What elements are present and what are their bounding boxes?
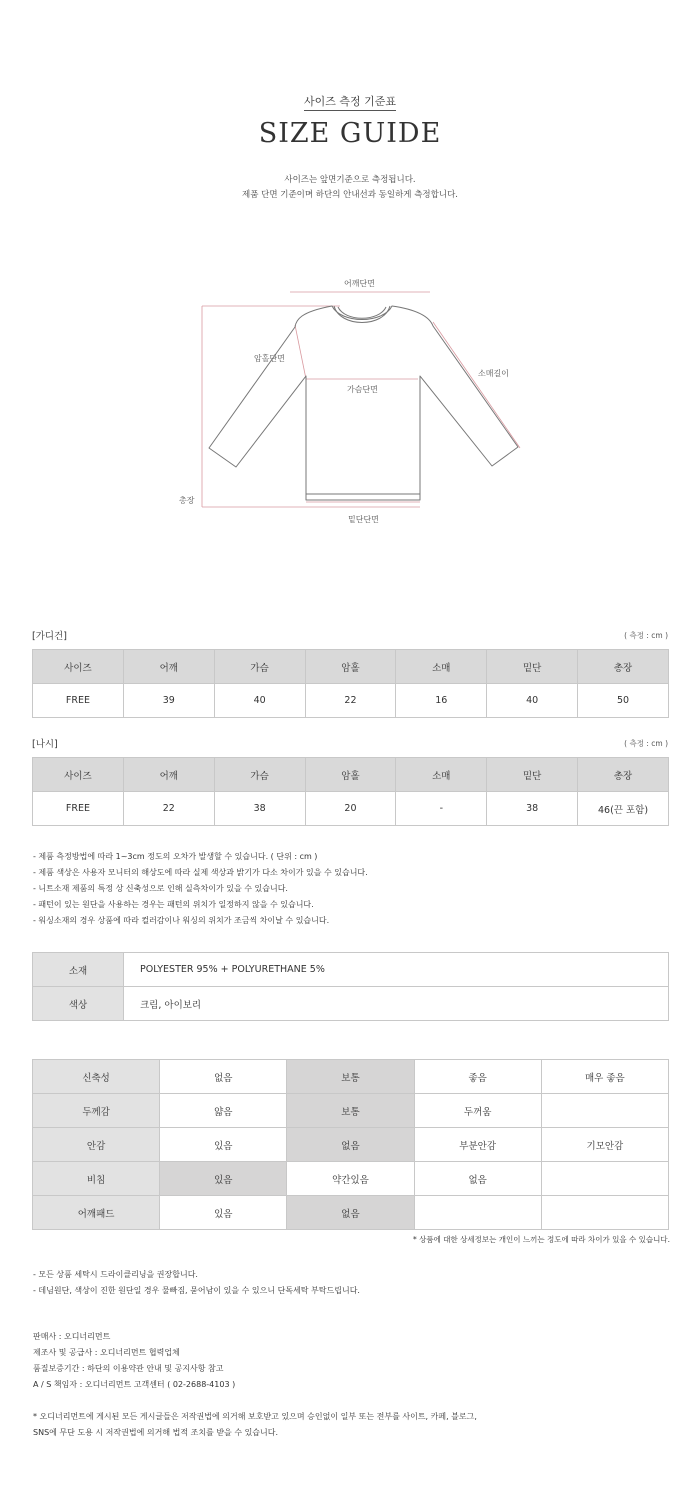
table-row [33,1060,669,1094]
sleeveless-size-table [32,757,669,826]
table-row [33,1196,669,1230]
care-notes [33,1267,360,1299]
feel-cell: 보통 [287,1094,414,1128]
measurement-notes [33,849,368,929]
table-row [33,953,669,987]
table-header-row [33,758,669,792]
warranty-line: 품질보증기간 : 하단의 이용약관 안내 및 공지사항 참고 [33,1364,224,1373]
as-line: A / S 책임자 : 오디너리먼트 고객센터 ( 02-2688-4103 ) [33,1380,236,1389]
feel-cell [414,1196,541,1230]
table-row [33,684,669,718]
copyright-line: SNS에 무단 도용 시 저작권법에 의거해 법적 조치를 받을 수 있습니다. [33,1428,279,1437]
value-cell: 39 [123,684,214,718]
cardigan-unit: ( 측정 : cm ) [624,631,668,640]
feel-cell [541,1094,668,1128]
value-cell: 40 [487,684,578,718]
value-cell: 22 [123,792,214,826]
feel-cell [541,1162,668,1196]
header-cell: 총장 [578,650,669,684]
description-line-1: 사이즈는 앞면기준으로 측정됩니다. [284,175,416,185]
shoulder-label: 어깨단면 [344,279,375,288]
value-cell: 46(끈 포함) [578,792,669,826]
table-row [33,1094,669,1128]
manufacturer-line: 제조사 및 공급사 : 오디너리먼트 협력업체 [33,1348,180,1357]
feel-cell: 두꺼움 [414,1094,541,1128]
header-cell: 사이즈 [33,650,124,684]
copyright-line: * 오디너리먼트에 게시된 모든 게시글들은 저작권법에 의거해 보호받고 있으며 승인없이 일부 또는 전부를 사이트, 카페, 블로그, [33,1412,477,1421]
feel-label: 두께감 [33,1094,160,1128]
feel-footnote: * 상품에 대한 상세정보는 개인이 느끼는 정도에 따라 차이가 있을 수 있습니다. [413,1235,670,1244]
table-row [33,987,669,1021]
feel-cell: 좋음 [414,1060,541,1094]
hem-label: 밑단단면 [348,515,379,524]
feel-cell: 기모안감 [541,1128,668,1162]
feel-cell: 보통 [287,1060,414,1094]
value-cell: 20 [305,792,396,826]
header-cell: 어깨 [123,650,214,684]
length-label: 총장 [179,496,195,505]
material-label: 소재 [33,953,124,987]
feel-cell: 없음 [287,1196,414,1230]
value-cell: 50 [578,684,669,718]
feel-cell: 없음 [414,1162,541,1196]
header-cell: 소매 [396,758,487,792]
color-label: 색상 [33,987,124,1021]
material-value: POLYESTER 95% + POLYURETHANE 5% [124,953,669,987]
color-value: 크림, 아이보리 [124,987,669,1021]
header-cell: 총장 [578,758,669,792]
header-cell: 밑단 [487,758,578,792]
header-cell: 암홀 [305,650,396,684]
table-row [33,1128,669,1162]
care-line: - 데님원단, 색상이 진한 원단일 경우 물빠짐, 묻어남이 있을 수 있으니 단독세탁 부탁드립니다. [33,1286,360,1295]
garment-measurement-diagram [0,270,700,530]
sleeveless-section-label: [나시] [32,739,58,750]
feel-cell: 있음 [160,1162,287,1196]
feel-cell: 있음 [160,1196,287,1230]
header-cell: 암홀 [305,758,396,792]
table-header-row [33,650,669,684]
value-cell: 38 [487,792,578,826]
value-cell: - [396,792,487,826]
feel-cell: 있음 [160,1128,287,1162]
header-cell: 가슴 [214,650,305,684]
value-cell: 16 [396,684,487,718]
cardigan-section-label: [가디건] [32,631,67,642]
seller-info [33,1329,235,1393]
sleeveless-unit: ( 측정 : cm ) [624,739,668,748]
note-line: - 패턴이 있는 원단을 사용하는 경우는 패턴의 위치가 일정하지 않을 수 있습니다. [33,900,314,909]
header-cell: 어깨 [123,758,214,792]
value-cell: FREE [33,684,124,718]
sleeve-label: 소매길이 [478,369,509,378]
table-row [33,1162,669,1196]
header-cell: 소매 [396,650,487,684]
feel-cell [541,1196,668,1230]
value-cell: FREE [33,792,124,826]
feel-cell: 부분안감 [414,1128,541,1162]
value-cell: 22 [305,684,396,718]
feel-cell: 매우 좋음 [541,1060,668,1094]
header-cell: 밑단 [487,650,578,684]
value-cell: 38 [214,792,305,826]
material-table [32,952,669,1021]
seller-line: 판매사 : 오디너리먼트 [33,1332,111,1341]
note-line: - 제품 색상은 사용자 모니터의 해상도에 따라 실제 색상과 밝기가 다소 차이가 있을 수 있습니다. [33,868,368,877]
sweater-illustration [0,270,700,530]
korean-title: 사이즈 측정 기준표 [0,93,700,109]
cardigan-size-table [32,649,669,718]
feel-label: 안감 [33,1128,160,1162]
page-title: SIZE GUIDE [258,118,442,149]
note-line: - 니트소재 제품의 특정 상 신축성으로 인해 실측차이가 있을 수 있습니다. [33,884,288,893]
armhole-label: 암홀단면 [254,354,285,363]
feel-cell: 없음 [287,1128,414,1162]
table-row [33,792,669,826]
feel-label: 어깨패드 [33,1196,160,1230]
note-line: - 제품 측정방법에 따라 1~3cm 정도의 오차가 발생할 수 있습니다. ( 단위 : cm ) [33,852,318,861]
feel-label: 비침 [33,1162,160,1196]
value-cell: 40 [214,684,305,718]
feel-cell: 약간있음 [287,1162,414,1196]
feel-label: 신축성 [33,1060,160,1094]
header-cell: 사이즈 [33,758,124,792]
chest-label: 가슴단면 [347,385,378,394]
feel-cell: 없음 [160,1060,287,1094]
care-line: - 모든 상품 세탁시 드라이클리닝을 권장합니다. [33,1270,198,1279]
fabric-feel-table [32,1059,669,1230]
note-line: - 워싱소재의 경우 상품에 따라 컬러감이나 워싱의 위치가 조금씩 차이날 수 있습니다. [33,916,330,925]
copyright-notice [33,1409,477,1441]
feel-cell: 얇음 [160,1094,287,1128]
description-line-2: 제품 단면 기준이며 하단의 안내선과 동일하게 측정합니다. [242,190,458,200]
header-cell: 가슴 [214,758,305,792]
